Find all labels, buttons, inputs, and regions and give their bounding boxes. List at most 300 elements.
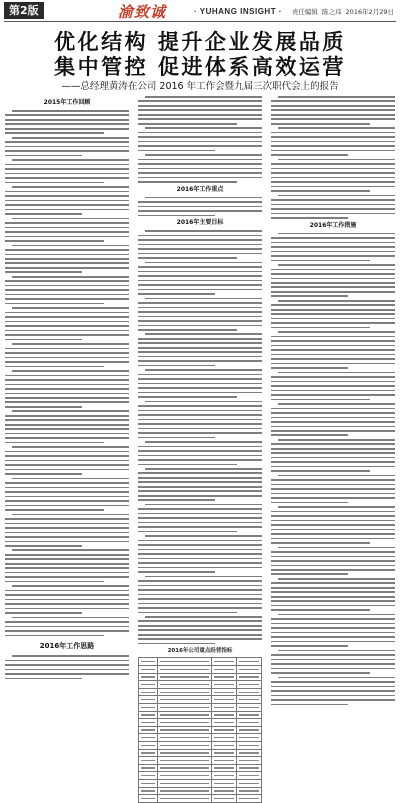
- text-line: [278, 614, 395, 616]
- text-line: [271, 186, 395, 188]
- table-row: [139, 749, 262, 757]
- text-line: [138, 374, 262, 376]
- text-line: [145, 230, 262, 232]
- table-row: [139, 666, 262, 674]
- text-line: [278, 578, 395, 580]
- page-number-badge: 第2版: [4, 2, 44, 19]
- text-line: [271, 251, 395, 253]
- table-row: [139, 795, 262, 803]
- text-line: [271, 114, 395, 116]
- text-line: [138, 396, 237, 398]
- headline-line-1: 优化结构 提升企业发展品质: [54, 30, 346, 54]
- text-line: [5, 316, 129, 318]
- text-line: [5, 379, 129, 381]
- table-row: [139, 772, 262, 780]
- text-line: [271, 123, 370, 125]
- text-line: [138, 316, 262, 318]
- text-line: [12, 446, 129, 448]
- text-line: [271, 141, 395, 143]
- text-line: [145, 468, 262, 470]
- text-line: [138, 248, 262, 250]
- text-line: [145, 197, 262, 199]
- text-line: [5, 312, 129, 314]
- text-line: [271, 632, 395, 634]
- text-line: [138, 410, 262, 412]
- text-line: [5, 375, 129, 377]
- text-line: [5, 262, 129, 264]
- text-line: [5, 361, 129, 363]
- text-line: [271, 573, 348, 575]
- text-line: [5, 289, 129, 291]
- text-line: [271, 479, 395, 481]
- text-line: [138, 531, 237, 533]
- text-line: [5, 123, 129, 125]
- text-line: [271, 434, 348, 436]
- text-line: [138, 446, 262, 448]
- text-line: [138, 392, 262, 394]
- table-row: [139, 757, 262, 765]
- text-line: [138, 311, 262, 313]
- text-line: [5, 455, 129, 457]
- text-line: [5, 424, 129, 426]
- table-row: [139, 726, 262, 734]
- text-line: [271, 636, 395, 638]
- text-line: [12, 137, 129, 139]
- text-line: [271, 663, 395, 665]
- text-line: [138, 266, 262, 268]
- text-line: [12, 410, 129, 412]
- text-line: [271, 246, 395, 248]
- text-line: [271, 417, 395, 419]
- text-line: [138, 239, 262, 241]
- text-line: [271, 282, 395, 284]
- text-line: [271, 237, 395, 239]
- text-line: [278, 439, 395, 441]
- text-line: [138, 629, 262, 631]
- text-line: [271, 538, 395, 540]
- text-line: [138, 598, 262, 600]
- text-line: [278, 506, 395, 508]
- text-line: [138, 105, 262, 107]
- text-line: [271, 181, 395, 183]
- text-line: [138, 235, 262, 237]
- text-line: [138, 513, 262, 515]
- text-line: [5, 433, 129, 435]
- text-line: [138, 526, 262, 528]
- text-line: [138, 356, 262, 358]
- text-line: [138, 612, 237, 614]
- text-line: [5, 554, 129, 556]
- text-line: [271, 627, 395, 629]
- text-line: [5, 576, 129, 578]
- text-line: [271, 354, 395, 356]
- text-line: [5, 294, 129, 296]
- text-line: [138, 589, 262, 591]
- text-line: [5, 397, 129, 399]
- text-line: [138, 571, 215, 573]
- text-line: [5, 348, 129, 350]
- text-line: [5, 473, 82, 475]
- text-line: [145, 401, 262, 403]
- text-line: [271, 699, 395, 701]
- text-line: [5, 330, 129, 332]
- text-line: [271, 426, 395, 428]
- text-line: [5, 500, 129, 502]
- text-line: [12, 585, 129, 587]
- text-line: [271, 154, 348, 156]
- text-line: [5, 267, 129, 269]
- text-line: [138, 168, 262, 170]
- text-line: [138, 383, 262, 385]
- text-line: [271, 136, 395, 138]
- issue-date: 2016年2月29日: [345, 8, 394, 16]
- text-line: [5, 240, 104, 242]
- text-line: [5, 599, 129, 601]
- text-line: [138, 378, 262, 380]
- text-line: [138, 145, 262, 147]
- text-line: [5, 415, 129, 417]
- text-line: [5, 191, 129, 193]
- text-line: [5, 630, 129, 632]
- text-line: [271, 145, 395, 147]
- text-line: [5, 451, 129, 453]
- text-line: [5, 509, 104, 511]
- text-line: [5, 572, 129, 574]
- table-row: [139, 742, 262, 750]
- text-line: [5, 150, 129, 152]
- text-line: [145, 576, 262, 578]
- text-line: [5, 114, 129, 116]
- text-line: [271, 484, 395, 486]
- text-line: [5, 298, 129, 300]
- text-line: [278, 403, 395, 405]
- text-line: [271, 672, 370, 674]
- text-line: [138, 114, 262, 116]
- text-line: [138, 594, 262, 596]
- text-line: [138, 477, 262, 479]
- text-line: [138, 544, 262, 546]
- text-line: [138, 177, 262, 179]
- text-line: [138, 123, 237, 125]
- text-line: [138, 620, 262, 622]
- text-line: [5, 496, 129, 498]
- text-line: [278, 547, 395, 549]
- text-line: [271, 358, 395, 360]
- text-line: [278, 264, 395, 266]
- text-line: [138, 275, 262, 277]
- text-line: [5, 168, 129, 170]
- text-line: [271, 309, 395, 311]
- text-line: [138, 549, 262, 551]
- text-line: [5, 236, 129, 238]
- text-line: [5, 209, 129, 211]
- text-line: [145, 127, 262, 129]
- text-line: [5, 664, 129, 666]
- text-line: [271, 591, 395, 593]
- text-line: [271, 260, 370, 262]
- text-line: [12, 343, 129, 345]
- text-line: [145, 96, 262, 98]
- text-line: [271, 118, 395, 120]
- text-line: [271, 452, 395, 454]
- text-line: [138, 293, 215, 295]
- text-line: [138, 499, 215, 501]
- section-heading: 2016年主要目标: [176, 219, 224, 227]
- text-line: [138, 257, 237, 259]
- text-line: [5, 200, 129, 202]
- text-line: [271, 596, 395, 598]
- subheadline: ——总经理黄涛在公司 2016 年工作会暨九届三次职代会上的报告: [61, 81, 339, 92]
- text-line: [5, 428, 129, 430]
- issue-meta: [292, 7, 394, 16]
- text-line: [12, 245, 129, 247]
- text-line: [271, 412, 395, 414]
- text-line: [271, 551, 395, 553]
- table-row: [139, 734, 262, 742]
- text-line: [5, 366, 104, 368]
- text-line: [271, 654, 395, 656]
- text-line: [5, 222, 129, 224]
- text-line: [271, 470, 370, 472]
- text-line: [138, 351, 262, 353]
- text-line: [278, 127, 395, 129]
- text-line: [271, 150, 395, 152]
- text-line: [271, 213, 395, 215]
- table-row: [139, 696, 262, 704]
- text-line: [12, 549, 129, 551]
- text-line: [138, 172, 262, 174]
- text-line: [138, 432, 262, 434]
- text-line: [5, 608, 129, 610]
- text-line: [271, 177, 395, 179]
- text-line: [278, 677, 395, 679]
- indicator-table: [138, 657, 262, 802]
- text-line: [12, 307, 129, 309]
- text-line: [271, 600, 395, 602]
- text-line: [138, 360, 262, 362]
- text-line: [271, 533, 395, 535]
- text-line: [138, 136, 262, 138]
- text-line: [138, 302, 262, 304]
- text-line: [138, 423, 262, 425]
- text-line: [271, 105, 395, 107]
- text-line: [5, 660, 129, 662]
- text-line: [12, 110, 129, 112]
- text-line: [271, 349, 395, 351]
- table-row: [139, 658, 262, 666]
- text-line: [5, 545, 82, 547]
- text-line: [271, 199, 395, 201]
- text-line: [138, 634, 262, 636]
- text-line: [5, 527, 129, 529]
- text-line: [5, 673, 129, 675]
- text-line: [271, 394, 395, 396]
- text-line: [271, 217, 348, 219]
- text-line: [5, 231, 129, 233]
- text-line: [5, 401, 129, 403]
- text-line: [138, 419, 262, 421]
- text-line: [138, 486, 262, 488]
- text-line: [271, 520, 395, 522]
- text-line: [138, 450, 262, 452]
- text-line: [271, 569, 395, 571]
- text-line: [138, 271, 262, 273]
- text-line: [271, 291, 395, 293]
- text-line: [145, 369, 262, 371]
- text-line: [5, 393, 129, 395]
- text-line: [5, 487, 129, 489]
- text-line: [271, 430, 395, 432]
- text-line: [271, 461, 395, 463]
- text-line: [5, 626, 129, 628]
- text-line: [5, 523, 129, 525]
- text-line: [271, 609, 370, 611]
- text-line: [138, 141, 262, 143]
- text-line: [5, 195, 129, 197]
- text-line: [12, 655, 129, 657]
- text-line: [271, 587, 395, 589]
- text-line: [278, 300, 395, 302]
- text-line: [145, 154, 262, 156]
- text-line: [5, 141, 129, 143]
- text-line: [138, 284, 262, 286]
- text-line: [5, 612, 82, 614]
- text-line: [138, 643, 215, 645]
- text-line: [5, 518, 129, 520]
- text-line: [5, 536, 129, 538]
- text-line: [5, 594, 129, 596]
- text-line: [138, 325, 262, 327]
- column-middle: [138, 96, 262, 655]
- text-line: [5, 213, 82, 215]
- text-line: [138, 206, 262, 208]
- text-line: [5, 464, 129, 466]
- text-line: [271, 399, 370, 401]
- text-line: [5, 384, 129, 386]
- text-line: [12, 276, 129, 278]
- text-line: [271, 618, 395, 620]
- text-line: [12, 159, 129, 161]
- text-line: [138, 347, 262, 349]
- text-line: [5, 581, 104, 583]
- text-line: [138, 365, 215, 367]
- text-line: [271, 421, 395, 423]
- text-line: [138, 118, 262, 120]
- text-line: [138, 540, 262, 542]
- text-line: [5, 357, 129, 359]
- text-line: [5, 621, 129, 623]
- text-line: [138, 481, 262, 483]
- text-line: [271, 493, 395, 495]
- text-line: [271, 367, 348, 369]
- text-line: [5, 669, 129, 671]
- text-line: [138, 150, 215, 152]
- text-line: [271, 304, 395, 306]
- text-line: [271, 565, 395, 567]
- text-line: [5, 271, 82, 273]
- text-line: [271, 278, 395, 280]
- text-line: [271, 190, 370, 192]
- text-line: [145, 333, 262, 335]
- text-line: [278, 650, 395, 652]
- text-line: [271, 381, 395, 383]
- text-line: [271, 605, 395, 607]
- text-line: [271, 488, 395, 490]
- text-line: [138, 638, 262, 640]
- text-line: [138, 517, 262, 519]
- text-line: [271, 163, 395, 165]
- text-line: [278, 372, 395, 374]
- text-line: [5, 227, 129, 229]
- text-line: [138, 625, 262, 627]
- text-line: [5, 388, 129, 390]
- text-line: [138, 342, 262, 344]
- text-line: [271, 168, 395, 170]
- text-line: [5, 532, 129, 534]
- text-line: [271, 385, 395, 387]
- text-line: [12, 370, 129, 372]
- text-line: [271, 502, 348, 504]
- section-heading: 2016年工作措施: [309, 221, 357, 229]
- text-line: [5, 258, 129, 260]
- text-line: [271, 641, 395, 643]
- masthead-divider: [4, 21, 396, 22]
- text-line: [138, 490, 262, 492]
- text-line: [5, 164, 129, 166]
- text-line: [138, 387, 262, 389]
- text-line: [5, 254, 129, 256]
- text-line: [271, 273, 395, 275]
- text-line: [5, 603, 129, 605]
- text-line: [138, 163, 262, 165]
- text-line: [271, 524, 395, 526]
- text-line: [138, 567, 262, 569]
- text-line: [278, 96, 395, 98]
- text-line: [271, 286, 395, 288]
- text-line: [271, 204, 395, 206]
- masthead: [0, 0, 400, 22]
- text-line: [271, 295, 348, 297]
- text-line: [271, 376, 395, 378]
- text-line: [271, 668, 395, 670]
- text-line: [5, 119, 129, 121]
- text-line: [138, 522, 262, 524]
- text-line: [5, 128, 129, 130]
- text-line: [271, 497, 395, 499]
- edition-name: · YUHANG INSIGHT ·: [194, 7, 282, 16]
- text-line: [271, 336, 395, 338]
- table-row: [139, 779, 262, 787]
- text-line: [271, 390, 395, 392]
- text-line: [271, 318, 395, 320]
- text-line: [271, 582, 395, 584]
- text-line: [5, 567, 129, 569]
- text-line: [138, 215, 215, 217]
- text-line: [271, 560, 395, 562]
- text-line: [138, 603, 262, 605]
- text-line: [5, 505, 129, 507]
- text-line: [5, 303, 104, 305]
- text-line: [5, 419, 129, 421]
- text-line: [5, 678, 82, 680]
- text-line: [271, 623, 395, 625]
- column-right: [271, 96, 395, 591]
- text-line: [138, 307, 262, 309]
- text-line: [271, 511, 395, 513]
- text-line: [271, 457, 395, 459]
- text-line: [5, 204, 129, 206]
- text-line: [138, 607, 262, 609]
